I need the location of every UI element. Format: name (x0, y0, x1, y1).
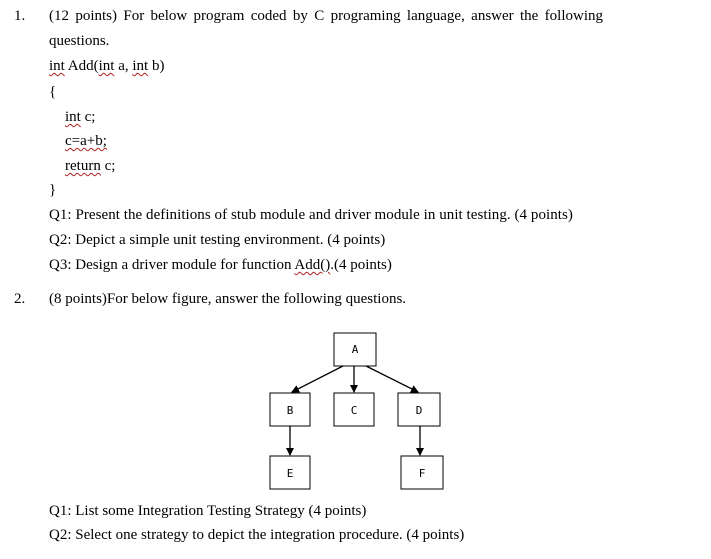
problem-2-question-2: Q2: Select one strategy to depict the integration procedure. (4 points) (49, 527, 465, 543)
node-d-label: D (415, 404, 423, 417)
code-assignment-text: c=a+b; (65, 133, 107, 149)
code-close-brace: } (49, 182, 57, 198)
code-keyword-int-a: int (98, 58, 115, 74)
problem-1-prompt-line-1: (12 points) For below program coded by C programing language, answer the following (49, 8, 604, 24)
code-keyword-return: return (65, 158, 101, 174)
code-param-a: a, (114, 58, 133, 74)
question-3-prefix: Q3: Design a driver module for function (49, 257, 295, 273)
code-function-name: Add( (64, 58, 99, 74)
node-b-label: B (286, 404, 294, 417)
question-3-function: Add() (294, 257, 331, 273)
code-param-b: b) (148, 58, 165, 74)
problem-2-number: 2. (14, 291, 26, 307)
problem-2-prompt: (8 points)For below figure, answer the following questions. (49, 291, 407, 307)
problem-1-question-1: Q1: Present the definitions of stub module and driver module in unit testing. (4 points) (49, 207, 573, 223)
node-e-label: E (286, 467, 294, 480)
node-f-label: F (418, 467, 426, 480)
arrow-a-to-d (366, 366, 418, 392)
question-3-suffix: .(4 points) (330, 257, 392, 273)
problem-1-prompt-line-2: questions. (49, 33, 110, 49)
problem-1-number: 1. (14, 8, 26, 24)
code-keyword-int: int (49, 58, 65, 74)
code-open-brace: { (49, 84, 57, 100)
node-a-label: A (351, 343, 359, 356)
code-declaration-rest: c; (80, 109, 96, 125)
code-return-rest: c; (100, 158, 116, 174)
arrow-a-to-b (292, 366, 343, 392)
problem-2-question-1: Q1: List some Integration Testing Strategy (4 points) (49, 503, 367, 519)
node-c-label: C (350, 404, 358, 417)
code-keyword-int-c: int (65, 109, 81, 125)
code-keyword-int-b: int (132, 58, 149, 74)
problem-1-question-2: Q2: Depict a simple unit testing environment. (4 points) (49, 232, 386, 248)
